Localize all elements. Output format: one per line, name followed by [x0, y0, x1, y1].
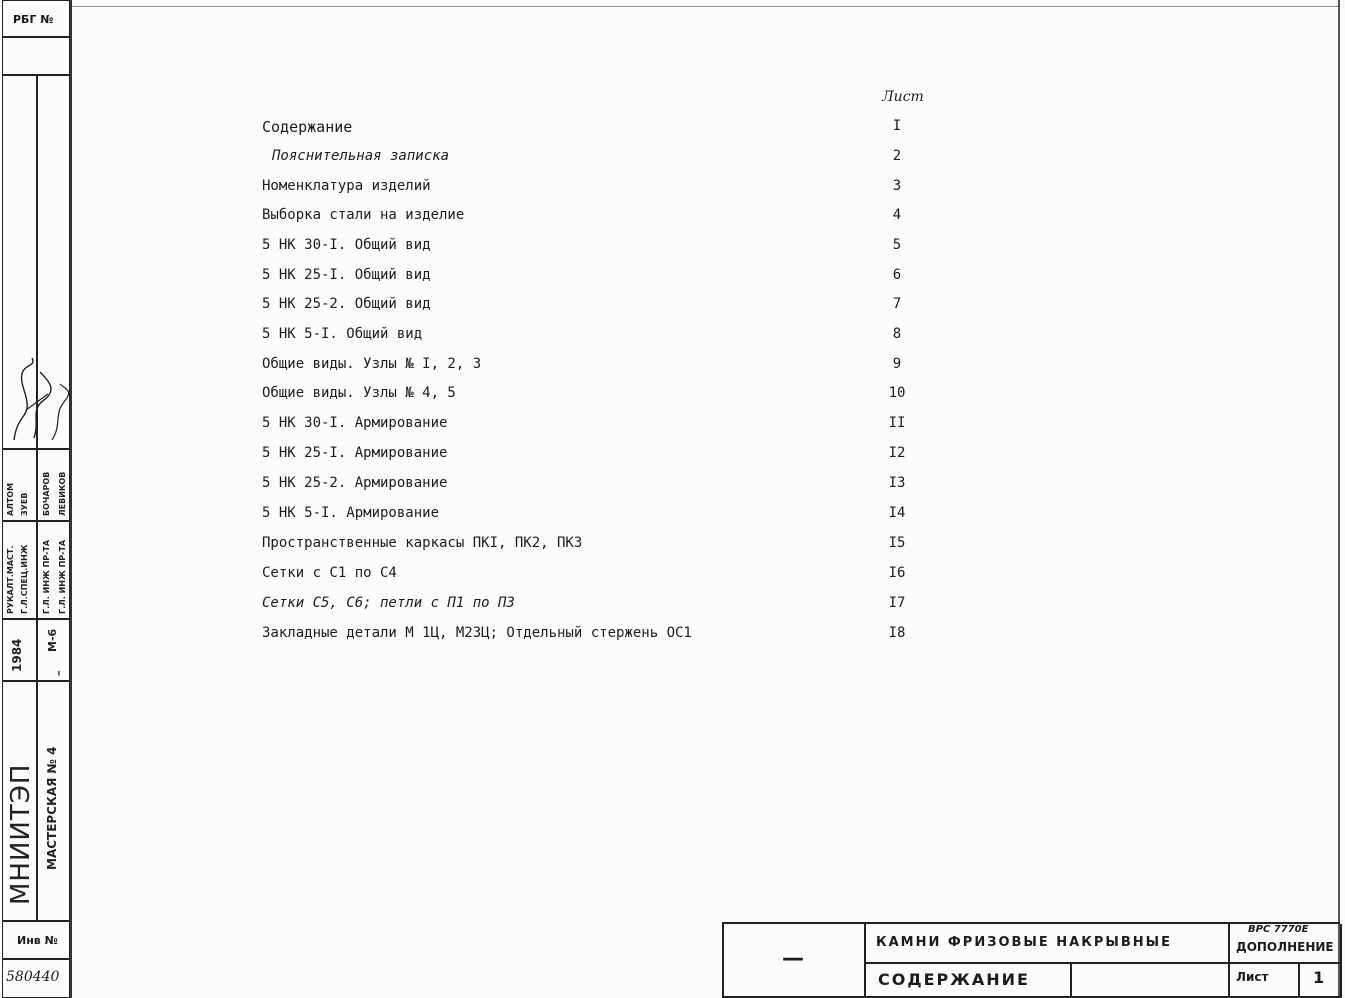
contents-row — [262, 385, 942, 407]
contents-item-title: 5 НК 25-I. Общий вид — [262, 267, 431, 283]
contents-item-title: Содержание — [262, 118, 353, 136]
year: 1984 — [10, 638, 24, 672]
stamp-series-cell — [1228, 924, 1342, 964]
contents-row — [262, 625, 942, 647]
contents-row — [262, 148, 942, 170]
contents-item-sheet: 10 — [888, 385, 906, 401]
contents-item-title: 5 НК 25-2. Общий вид — [262, 296, 431, 312]
stamp-dash: — — [782, 946, 804, 971]
stamp-sheet-label-cell — [1228, 962, 1300, 998]
contents-item-sheet: 8 — [892, 326, 902, 342]
stamp-sheet-number-cell — [1298, 962, 1342, 998]
stamp-supplement: ДОПОЛНЕНИЕ — [1236, 940, 1334, 954]
contents-row — [262, 207, 942, 229]
contents-item-title: Пространственные каркасы ПКI, ПК2, ПК3 — [262, 535, 583, 551]
stamp-blank-cell — [1070, 962, 1230, 998]
inventory-label: Инв № — [17, 934, 58, 947]
contents-row — [262, 296, 942, 318]
top-label: РБГ № — [13, 13, 54, 26]
contents-row — [262, 356, 942, 378]
contents-row — [262, 475, 942, 497]
stamp-sheet-number: 1 — [1313, 968, 1325, 987]
contents-item-sheet: I5 — [888, 535, 906, 551]
contents-row — [262, 118, 942, 140]
contents-row — [262, 595, 942, 617]
contents-row — [262, 535, 942, 557]
contents-item-sheet: 4 — [892, 207, 902, 223]
contents-item-title: Номенклатура изделий — [262, 178, 431, 194]
contents-item-sheet: 9 — [892, 356, 902, 372]
top-blank-cell — [2, 36, 70, 76]
role-1: РУКАЛТ.МАСТ. — [6, 545, 15, 614]
contents-item-title: Выборка стали на изделие — [262, 207, 465, 223]
contents-item-title: Сетки с С1 по С4 — [262, 565, 397, 581]
institute-name: МНИИТЭП — [6, 763, 36, 905]
divider-signatures — [2, 448, 70, 450]
contents-item-sheet: 3 — [892, 178, 902, 194]
stamp-doc-cell — [864, 962, 1072, 998]
contents-item-sheet: 7 — [892, 296, 902, 312]
contents-item-sheet: 2 — [892, 148, 902, 164]
contents-item-sheet: 5 — [892, 237, 902, 253]
contents-item-sheet: I6 — [888, 565, 906, 581]
contents-item-title: Пояснительная записка — [272, 148, 450, 164]
frame-right-line — [1338, 0, 1340, 998]
contents-item-title: Закладные детали М 1Ц, М2ЗЦ; Отдельный стержень ОС1 — [262, 625, 692, 641]
divider-roles — [2, 618, 70, 620]
name-2: ЗУЕВ — [20, 492, 29, 516]
contents-item-sheet: I2 — [888, 445, 906, 461]
frame-left-line — [70, 0, 72, 998]
contents-item-sheet: I3 — [888, 475, 906, 491]
contents-item-title: Общие виды. Узлы № I, 2, 3 — [262, 356, 482, 372]
contents-item-title: 5 НК 25-I. Армирование — [262, 445, 448, 461]
divider-names — [2, 520, 70, 522]
sheet-column-header: Лист — [882, 89, 924, 105]
role-3: Г.Л. ИНЖ ПР-ТА — [42, 539, 51, 614]
contents-row — [262, 565, 942, 587]
contents-item-title: 5 НК 30-I. Армирование — [262, 415, 448, 431]
frame-top-line — [70, 6, 1340, 7]
stamp-doc-title: СОДЕРЖАНИЕ — [878, 970, 1030, 989]
divider-year — [2, 680, 70, 682]
stamp-title-cell — [864, 924, 1230, 964]
dash-mark: – — [52, 670, 65, 676]
contents-row — [262, 505, 942, 527]
left-title-block — [2, 0, 70, 998]
contents-item-title: Сетки С5, С6; петли с П1 по П3 — [262, 595, 515, 611]
signatures-drawing — [4, 350, 70, 446]
contents-item-title: Общие виды. Узлы № 4, 5 — [262, 385, 456, 401]
contents-item-sheet: 6 — [892, 267, 902, 283]
contents-row — [262, 237, 942, 259]
contents-row — [262, 178, 942, 200]
stamp-series: ВРС 7770Е — [1248, 924, 1309, 935]
name-4: ЛЕВИКОВ — [58, 471, 67, 516]
sheet-code: М-6 — [46, 628, 59, 652]
workshop-name: МАСТЕРСКАЯ № 4 — [45, 746, 59, 870]
contents-row — [262, 267, 942, 289]
stamp-title: КАМНИ ФРИЗОВЫЕ НАКРЫВНЫЕ — [876, 935, 1172, 950]
contents-item-title: 5 НК 30-I. Общий вид — [262, 237, 431, 253]
contents-item-title: 5 НК 25-2. Армирование — [262, 475, 448, 491]
stamp-sheet-label: Лист — [1236, 970, 1269, 984]
contents-item-sheet: I7 — [888, 595, 906, 611]
contents-item-sheet: I8 — [888, 625, 906, 641]
contents-item-sheet: II — [888, 415, 906, 431]
contents-item-sheet: I4 — [888, 505, 906, 521]
inventory-label-cell — [2, 920, 70, 960]
stamp-code-cell — [724, 924, 866, 998]
contents-item-sheet: I — [892, 118, 902, 134]
role-2: Г.Л.СПЕЦ.ИНЖ — [20, 544, 29, 614]
contents-row — [262, 326, 942, 348]
inventory-number: 580440 — [6, 969, 60, 985]
contents-row — [262, 415, 942, 437]
name-1: АЛТОМ — [6, 482, 15, 516]
contents-item-title: 5 НК 5-I. Общий вид — [262, 326, 423, 342]
contents-row — [262, 445, 942, 467]
name-3: БОЧАРОВ — [42, 471, 51, 516]
inventory-number-cell — [2, 958, 70, 998]
role-4: Г.Л. ИНЖ ПР-ТА — [58, 539, 67, 614]
top-label-cell — [2, 0, 70, 38]
contents-item-title: 5 НК 5-I. Армирование — [262, 505, 440, 521]
title-stamp — [722, 922, 1340, 998]
